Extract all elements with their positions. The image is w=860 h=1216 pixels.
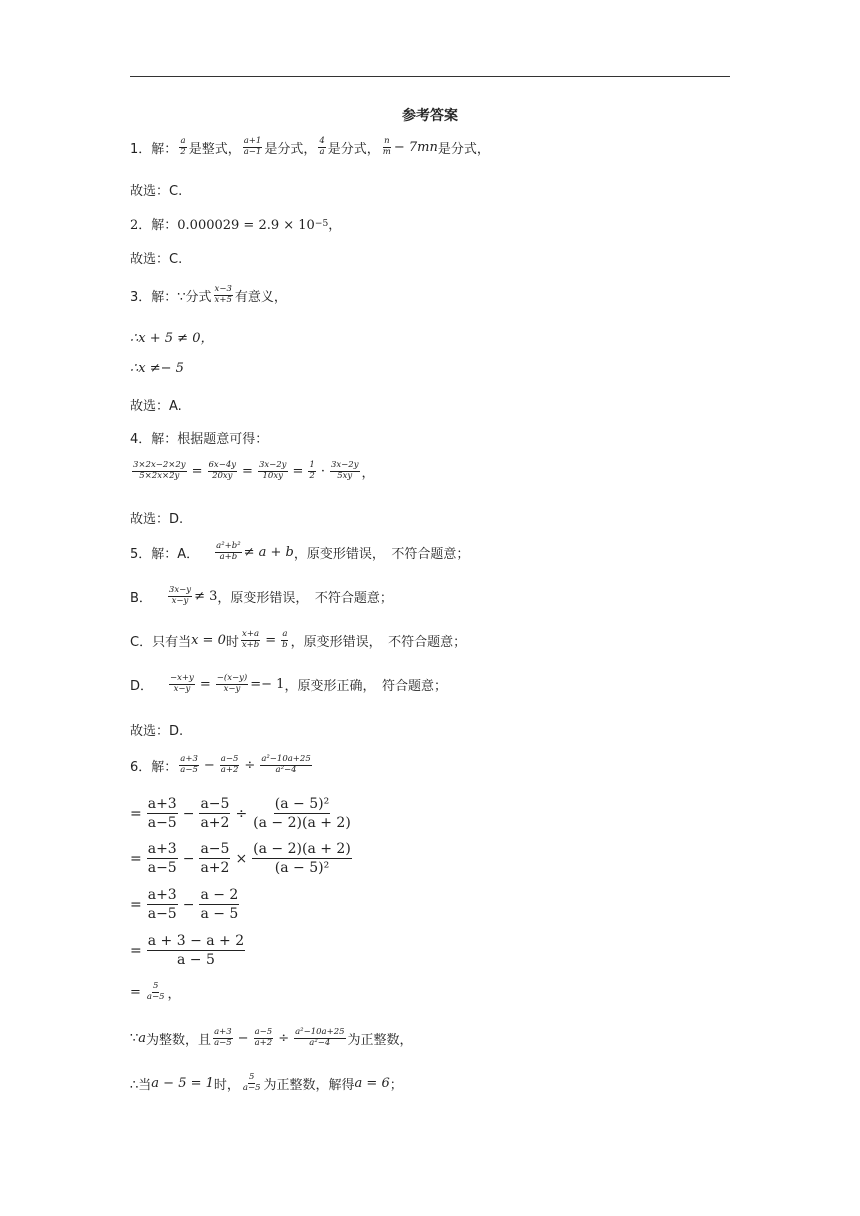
q3-fraction: x−3 x+5 — [214, 284, 232, 305]
q5-option-d: D． $\frac{-x+y}{x-y}$ = $\frac{-(x-y)}{x-y}$ =− 1 ，原变形正确， 符合题意； — [130, 673, 447, 694]
q1-fraction-3: 4 a — [319, 136, 325, 157]
q6-line: 6．解： a+3 a−5 − $\frac{a-5}{a+2}$ ÷ $\frac{\text{a²−10a+25}}{\text{a²−4}}$ — [130, 754, 311, 775]
q4-answer: 故选：D. — [130, 512, 184, 527]
q1-fraction-2: a+1 a−1 — [243, 136, 262, 157]
q3-answer: 故选：A. — [130, 399, 182, 414]
q1-answer: 故选：C. — [130, 184, 183, 199]
q1-fraction-4: n m — [382, 136, 391, 157]
q1-expression: − 7mn — [393, 139, 438, 155]
q1-fraction-1: a 2 — [180, 136, 186, 157]
q3-step-1: ∴x + 5 ≠ 0， — [130, 331, 214, 346]
q5-answer: 故选：D. — [130, 724, 184, 739]
q6-step-2: = $\frac{a+3}{a-5}$ − $\frac{a-5}{a+2}$ × $\frac{(a - 2)(a + 2)}{\text{(a − 5)²}}$ — [130, 841, 351, 877]
q5-option-c: C．只有当 x = 0 时 $\frac{x+a}{x+b}$ = $\frac{a}{b}$ ，原变形错误， 不符合题意； — [130, 629, 467, 650]
q6-step-3: = $\frac{a+3}{a-5}$ − $\frac{a - 2}{a - 5}$ — [130, 887, 239, 923]
q5-option-b: B． 3x−y x−y ≠ 3 ，原变形错误， 不符合题意； — [130, 585, 393, 606]
q5-option-a: 5．解：A． a²+b² a+b ≠ a + b ，原变形错误， 不符合题意； — [130, 541, 470, 562]
q4-equation: $\frac{3\times 2x-2\times 2y}{5\times 2x\times 2y}$ = $\frac{6x-4y}{20xy}$ = $\frac{3x-2y}{10xy}$ = $\frac{1}{2}$ · 3x−2y 5xy ， — [133, 460, 375, 481]
header-rule — [130, 76, 730, 77]
q1-line: 1．解： a 2 是整式， a+1 a−1 是分式， 4 a 是分式， n m − 7mn 是分式， — [130, 136, 490, 157]
q6-step-5: = $\frac{5}{a-5}$ ， — [130, 981, 181, 1002]
q3-step-2: ∴x ≠− 5 — [130, 361, 184, 376]
q6-condition-1: ∵ a 为整数，且 a+3 a−5 − $\frac{a-5}{a+2}$ ÷ $\frac{\text{a²−10a+25}}{\text{a²−4}}$ 为正整数， — [130, 1027, 413, 1048]
q4-intro: 4．解：根据题意可得： — [130, 432, 269, 447]
q3-line: 3．解：∵分式 x−3 x+5 有意义， — [130, 284, 287, 305]
q2-line: 2．解：0.000029 = 2.9 × 10 −5 ， — [130, 218, 342, 233]
q6-step-1: = $\frac{a+3}{a-5}$ − $\frac{a-5}{a+2}$ ÷ $\frac{\text{(a − 5)²}}{(a - 2)(a + 2)}$ — [130, 796, 351, 832]
q2-answer: 故选：C. — [130, 252, 183, 267]
q6-condition-2: ∴当 a − 5 = 1 时， 5 a−5 为正整数，解得 a = 6 ； — [130, 1072, 403, 1093]
q1-prefix: 1．解： — [130, 141, 178, 157]
page-title: 参考答案 — [402, 108, 458, 124]
q6-step-4: = $\frac{a + 3 - a + 2}{a - 5}$ — [130, 933, 245, 969]
